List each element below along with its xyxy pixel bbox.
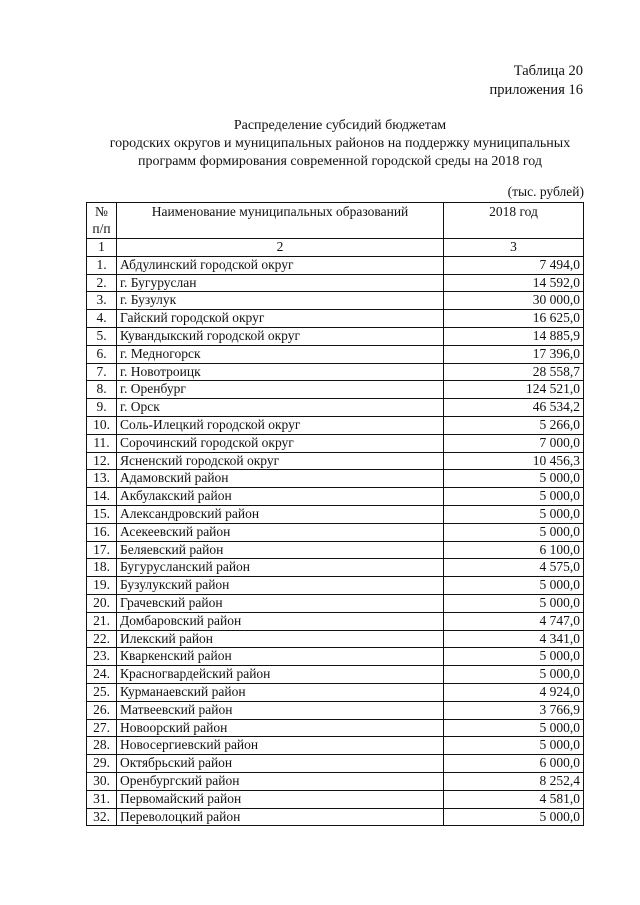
subsidy-amount: 5 000,0 [444,523,584,541]
municipality-name: Грачевский район [117,594,444,612]
row-number: 1. [87,256,117,274]
row-number: 5. [87,327,117,345]
row-number: 23. [87,648,117,666]
subsidy-amount: 4 341,0 [444,630,584,648]
row-number: 25. [87,683,117,701]
municipality-name: г. Бугуруслан [117,274,444,292]
document-title [80,117,600,171]
subsidy-amount: 6 000,0 [444,755,584,773]
municipality-name: Оренбургский район [117,772,444,790]
municipality-name: г. Орск [117,399,444,417]
table-row [87,541,584,559]
subsidy-amount: 3 766,9 [444,701,584,719]
subsidy-amount: 5 000,0 [444,505,584,523]
row-number: 12. [87,452,117,470]
municipality-name: Новосергиевский район [117,737,444,755]
units-note: (тыс. рублей) [507,184,584,199]
row-number: 20. [87,594,117,612]
table-row [87,790,584,808]
row-number: 30. [87,772,117,790]
subsidy-amount: 30 000,0 [444,292,584,310]
row-number: 11. [87,434,117,452]
table-row [87,274,584,292]
municipality-name: Первомайский район [117,790,444,808]
table-body [87,256,584,826]
table-row [87,310,584,328]
subsidy-amount: 5 000,0 [444,470,584,488]
table-row [87,612,584,630]
header-name: Наименование муниципальных образований [117,203,444,239]
subsidy-amount: 46 534,2 [444,399,584,417]
row-number: 22. [87,630,117,648]
subsidy-amount: 4 747,0 [444,612,584,630]
table-number: Таблица 20 [513,63,583,79]
table-row [87,594,584,612]
subsidy-amount: 5 000,0 [444,577,584,595]
subsidy-amount: 7 000,0 [444,434,584,452]
subsidy-amount: 5 266,0 [444,416,584,434]
municipality-name: Илекский район [117,630,444,648]
subsidy-amount: 6 100,0 [444,541,584,559]
table-row [87,808,584,826]
table-row [87,630,584,648]
column-index-row [87,239,584,257]
municipality-name: Александровский район [117,505,444,523]
row-number: 28. [87,737,117,755]
municipality-name: Переволоцкий район [117,808,444,826]
subsidy-amount: 7 494,0 [444,256,584,274]
table-row [87,559,584,577]
header-number: № п/п [87,203,117,239]
title-line-2: городских округов и муниципальных районов на поддержку муниципальных [109,136,571,151]
municipality-name: Красногвардейский район [117,666,444,684]
row-number: 17. [87,541,117,559]
row-number: 21. [87,612,117,630]
row-number: 9. [87,399,117,417]
municipality-name: Беляевский район [117,541,444,559]
municipality-name: Асекеевский район [117,523,444,541]
column-index: 2 [117,239,444,257]
row-number: 10. [87,416,117,434]
subsidy-amount: 4 581,0 [444,790,584,808]
municipality-name: г. Новотроицк [117,363,444,381]
row-number: 13. [87,470,117,488]
subsidy-amount: 5 000,0 [444,719,584,737]
municipality-name: Акбулакский район [117,488,444,506]
row-number: 3. [87,292,117,310]
municipality-name: Бузулукский район [117,577,444,595]
municipality-name: Сорочинский городской округ [117,434,444,452]
annex-number: приложения 16 [489,82,583,98]
table-row [87,416,584,434]
subsidy-amount: 14 885,9 [444,327,584,345]
row-number: 7. [87,363,117,381]
table-row [87,648,584,666]
municipality-name: г. Медногорск [117,345,444,363]
municipality-name: Абдулинский городской округ [117,256,444,274]
row-number: 2. [87,274,117,292]
row-number: 31. [87,790,117,808]
title-line-3: программ формирования современной городской среды на 2018 год [137,154,543,169]
table-row [87,737,584,755]
table-row [87,363,584,381]
row-number: 15. [87,505,117,523]
header-year: 2018 год [444,203,584,239]
table-row [87,381,584,399]
table-row [87,470,584,488]
municipality-name: Домбаровский район [117,612,444,630]
table-row [87,256,584,274]
table-row [87,292,584,310]
subsidy-amount: 5 000,0 [444,808,584,826]
subsidy-amount: 14 592,0 [444,274,584,292]
row-number: 8. [87,381,117,399]
municipality-name: Кваркенский район [117,648,444,666]
subsidy-amount: 17 396,0 [444,345,584,363]
row-number: 26. [87,701,117,719]
table-row [87,701,584,719]
table-row [87,452,584,470]
table-row [87,345,584,363]
subsidy-amount: 8 252,4 [444,772,584,790]
row-number: 16. [87,523,117,541]
row-number: 18. [87,559,117,577]
table-row [87,399,584,417]
subsidy-amount: 5 000,0 [444,594,584,612]
table-reference [490,62,583,100]
subsidy-amount: 124 521,0 [444,381,584,399]
table-row [87,434,584,452]
table-row [87,755,584,773]
municipality-name: Октябрьский район [117,755,444,773]
subsidy-amount: 4 924,0 [444,683,584,701]
table-row [87,772,584,790]
subsidy-table [86,202,584,826]
table-row [87,505,584,523]
table-row [87,327,584,345]
municipality-name: Адамовский район [117,470,444,488]
subsidy-amount: 5 000,0 [444,648,584,666]
municipality-name: г. Бузулук [117,292,444,310]
table-row [87,683,584,701]
title-line-1: Распределение субсидий бюджетам [233,118,447,133]
municipality-name: Курманаевский район [117,683,444,701]
municipality-name: Ясненский городской округ [117,452,444,470]
municipality-name: Соль-Илецкий городской округ [117,416,444,434]
table-row [87,577,584,595]
subsidy-amount: 28 558,7 [444,363,584,381]
row-number: 24. [87,666,117,684]
municipality-name: г. Оренбург [117,381,444,399]
municipality-name: Гайский городской округ [117,310,444,328]
table-row [87,719,584,737]
column-index: 3 [444,239,584,257]
column-index: 1 [87,239,117,257]
table-row [87,523,584,541]
row-number: 14. [87,488,117,506]
row-number: 29. [87,755,117,773]
municipality-name: Новоорский район [117,719,444,737]
subsidy-amount: 4 575,0 [444,559,584,577]
subsidy-amount: 5 000,0 [444,666,584,684]
row-number: 19. [87,577,117,595]
row-number: 32. [87,808,117,826]
table-header-row [87,203,584,239]
row-number: 27. [87,719,117,737]
subsidy-amount: 10 456,3 [444,452,584,470]
municipality-name: Матвеевский район [117,701,444,719]
subsidy-amount: 5 000,0 [444,488,584,506]
municipality-name: Бугурусланский район [117,559,444,577]
subsidy-amount: 16 625,0 [444,310,584,328]
table-row [87,488,584,506]
row-number: 4. [87,310,117,328]
municipality-name: Кувандыкский городской округ [117,327,444,345]
subsidy-amount: 5 000,0 [444,737,584,755]
row-number: 6. [87,345,117,363]
table-row [87,666,584,684]
